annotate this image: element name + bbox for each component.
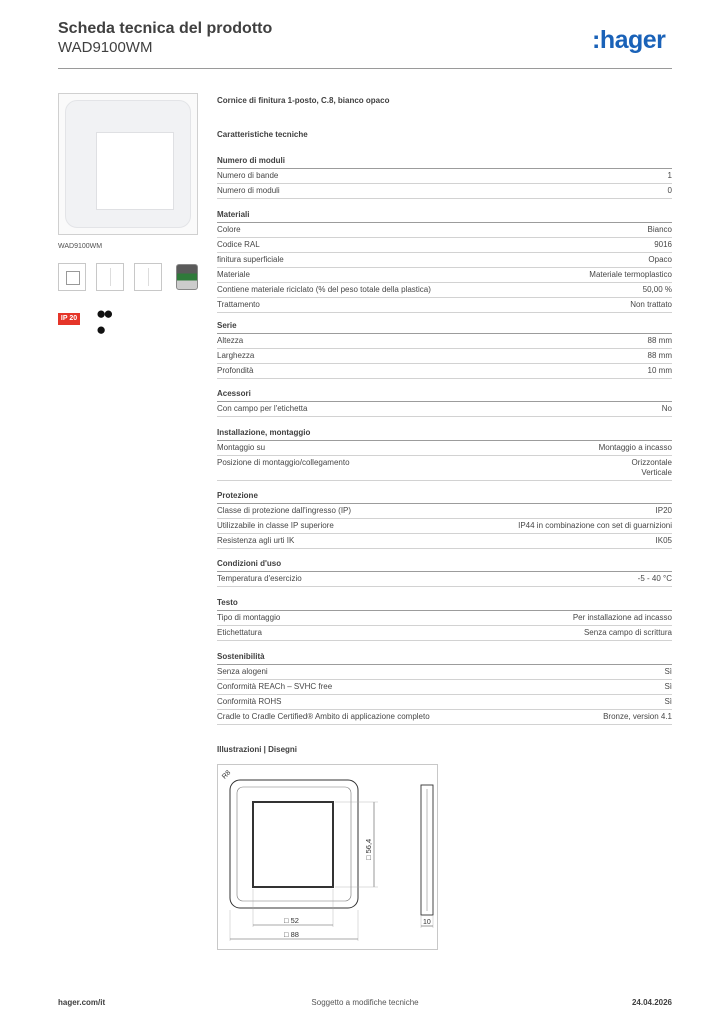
spec-label: Numero di bande bbox=[217, 171, 279, 180]
frame-opening-outline bbox=[253, 802, 333, 887]
spec-row bbox=[217, 349, 672, 364]
side-profile-icon bbox=[110, 268, 111, 286]
product-image bbox=[58, 93, 198, 235]
image-caption: WAD9100WM bbox=[58, 243, 103, 250]
spec-row bbox=[217, 238, 672, 253]
spec-value: 9016 bbox=[654, 240, 672, 249]
section-title: Serie bbox=[217, 321, 237, 330]
spec-row bbox=[217, 364, 672, 379]
spec-label: Montaggio su bbox=[217, 443, 266, 452]
spec-value: IP20 bbox=[655, 506, 672, 515]
spec-row bbox=[217, 611, 672, 626]
product-description: Cornice di finitura 1-posto, C.8, bianco opaco bbox=[217, 96, 390, 105]
outer-frame-outline bbox=[230, 780, 358, 908]
spec-value: Non trattato bbox=[630, 300, 672, 309]
section-title: Materiali bbox=[217, 210, 250, 219]
spec-value: Materiale termoplastico bbox=[589, 270, 672, 279]
spec-value: Per installazione ad incasso bbox=[572, 613, 672, 622]
spec-row bbox=[217, 626, 672, 641]
spec-value: 1 bbox=[667, 171, 672, 180]
opening-width-label: □ 52 bbox=[284, 916, 299, 925]
spec-value: Sì bbox=[664, 697, 672, 706]
spec-value: Opaco bbox=[648, 255, 672, 264]
outer-width-label: □ 88 bbox=[284, 930, 299, 939]
spec-label: Con campo per l'etichetta bbox=[217, 404, 308, 413]
environment-label-icon bbox=[176, 264, 198, 290]
header-divider bbox=[58, 68, 672, 69]
spec-value: Bronze, version 4.1 bbox=[603, 712, 672, 721]
thumb-side-view-2[interactable] bbox=[134, 263, 162, 291]
side-profile-icon bbox=[148, 268, 149, 286]
product-code: WAD9100WM bbox=[58, 39, 153, 56]
frame-icon bbox=[66, 271, 80, 285]
thumb-side-view[interactable] bbox=[96, 263, 124, 291]
spec-row bbox=[217, 572, 672, 587]
spec-value: IK05 bbox=[655, 536, 672, 545]
spec-label: finitura superficiale bbox=[217, 255, 284, 264]
footer-website-link[interactable]: hager.com/it bbox=[58, 998, 106, 1007]
spec-label: Trattamento bbox=[217, 300, 260, 309]
spec-value: 0 bbox=[667, 186, 672, 195]
spec-row bbox=[217, 680, 672, 695]
radius-label: R8 bbox=[221, 769, 233, 781]
spec-label: Conformità ROHS bbox=[217, 697, 282, 706]
spec-row bbox=[217, 184, 672, 199]
spec-value: Sì bbox=[664, 667, 672, 676]
opening-height-label: □ 56,4 bbox=[364, 838, 373, 860]
spec-section-testo bbox=[217, 598, 672, 641]
spec-row bbox=[217, 441, 672, 456]
section-title: Protezione bbox=[217, 491, 258, 500]
spec-row bbox=[217, 710, 672, 725]
hager-logo: :hager bbox=[592, 26, 666, 54]
section-title: Acessori bbox=[217, 389, 251, 398]
water-drops-icon: ●● ● bbox=[96, 304, 111, 339]
spec-label: Contiene materiale riciclato (% del peso totale della plastica) bbox=[217, 285, 431, 294]
frame-shape bbox=[65, 100, 191, 228]
spec-label: Materiale bbox=[217, 270, 250, 279]
spec-label: Larghezza bbox=[217, 351, 255, 360]
section-title: Sostenibilità bbox=[217, 652, 265, 661]
spec-label: Tipo di montaggio bbox=[217, 613, 281, 622]
spec-row bbox=[217, 169, 672, 184]
spec-label: Temperatura d'esercizio bbox=[217, 574, 302, 583]
ip-rating-badge: IP 20 bbox=[58, 313, 80, 325]
spec-row bbox=[217, 268, 672, 283]
spec-section-moduli bbox=[217, 156, 672, 199]
spec-label: Altezza bbox=[217, 336, 244, 345]
spec-section-condizioni bbox=[217, 559, 672, 587]
spec-value: Sì bbox=[664, 682, 672, 691]
spec-row bbox=[217, 402, 672, 417]
spec-label: Profondità bbox=[217, 366, 254, 375]
spec-value: Montaggio a incasso bbox=[598, 443, 672, 452]
depth-label: 10 bbox=[423, 919, 431, 926]
spec-row bbox=[217, 298, 672, 313]
spec-row bbox=[217, 695, 672, 710]
spec-row bbox=[217, 456, 672, 481]
spec-label: Etichettatura bbox=[217, 628, 262, 637]
section-title: Installazione, montaggio bbox=[217, 428, 311, 437]
drawing-svg bbox=[218, 765, 437, 949]
spec-label: Cradle to Cradle Certified® Ambito di applicazione completo bbox=[217, 712, 430, 721]
spec-section-installazione bbox=[217, 428, 672, 481]
spec-label: Colore bbox=[217, 225, 241, 234]
spec-label: Classe di protezione dall'ingresso (IP) bbox=[217, 506, 352, 515]
spec-label: Resistenza agli urti IK bbox=[217, 536, 295, 545]
spec-value: 50,00 % bbox=[642, 285, 672, 294]
spec-section-sostenibilita bbox=[217, 652, 672, 725]
spec-value: No bbox=[661, 404, 672, 413]
spec-row bbox=[217, 519, 672, 534]
spec-value: 10 mm bbox=[647, 366, 672, 375]
spec-section-serie bbox=[217, 321, 672, 379]
spec-row bbox=[217, 665, 672, 680]
spec-row bbox=[217, 223, 672, 238]
spec-label: Utilizzabile in classe IP superiore bbox=[217, 521, 334, 530]
spec-label: Numero di moduli bbox=[217, 186, 280, 195]
thumb-front-view[interactable] bbox=[58, 263, 86, 291]
spec-value: IP44 in combinazione con set di guarnizioni bbox=[518, 521, 672, 530]
spec-section-protezione bbox=[217, 491, 672, 549]
footer-note: Soggetto a modifiche tecniche bbox=[311, 998, 419, 1007]
illustrations-title: Illustrazioni | Disegni bbox=[217, 745, 298, 754]
specs-title: Caratteristiche tecniche bbox=[217, 130, 308, 139]
spec-value: -5 - 40 °C bbox=[637, 574, 672, 583]
spec-row bbox=[217, 253, 672, 268]
spec-label: Senza alogeni bbox=[217, 667, 268, 676]
section-title: Testo bbox=[217, 598, 238, 607]
spec-value: Senza campo di scrittura bbox=[583, 628, 672, 637]
section-title: Numero di moduli bbox=[217, 156, 285, 165]
spec-row bbox=[217, 334, 672, 349]
spec-label: Codice RAL bbox=[217, 240, 260, 249]
spec-value: 88 mm bbox=[647, 336, 672, 345]
spec-row bbox=[217, 504, 672, 519]
spec-label: Conformità REACh – SVHC free bbox=[217, 682, 333, 691]
spec-value: Bianco bbox=[647, 225, 672, 234]
spec-row bbox=[217, 283, 672, 298]
section-title: Condizioni d'uso bbox=[217, 559, 282, 568]
spec-label: Posizione di montaggio/collegamento bbox=[217, 458, 350, 467]
spec-section-materiali bbox=[217, 210, 672, 313]
spec-row bbox=[217, 534, 672, 549]
spec-value: Orizzontale Verticale bbox=[631, 458, 672, 477]
spec-value: 88 mm bbox=[647, 351, 672, 360]
page-title: Scheda tecnica del prodotto bbox=[58, 20, 273, 37]
frame-opening bbox=[96, 132, 174, 210]
footer-date: 24.04.2026 bbox=[631, 998, 672, 1007]
technical-drawing bbox=[217, 764, 438, 950]
spec-section-acessori bbox=[217, 389, 672, 417]
